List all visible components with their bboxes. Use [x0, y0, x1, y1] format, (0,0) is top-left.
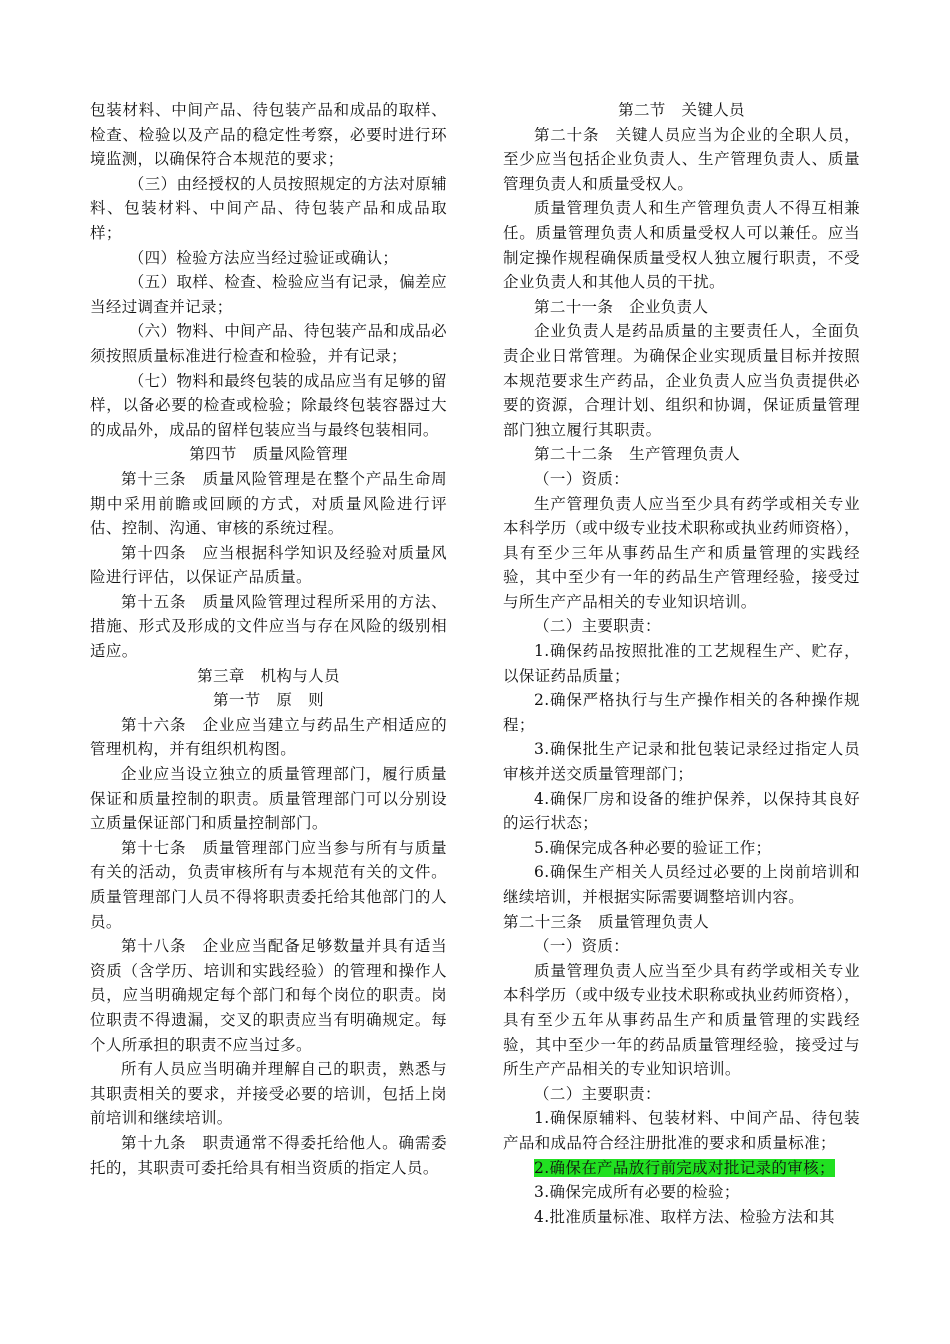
list-item: 1.确保药品按照批准的工艺规程生产、贮存，以保证药品质量；: [503, 642, 860, 685]
section-heading: 第一节 原 则: [213, 691, 324, 710]
list-item: 3.确保批生产记录和批包装记录经过指定人员审核并送交质量管理部门；: [503, 740, 860, 784]
paragraph: （三）由经授权的人员按照规定的方法对原辅料、包装材料、中间产品、待包装产品和成品取样；: [90, 174, 447, 242]
paragraph: 企业负责人是药品质量的主要责任人，全面负责企业日常管理。为确保企业实现质量目标并按照本规范要求生产药品，企业负责人应当负责提供必要的资源，合理计划、组织和协调，保证质量管理部门独立履行其职责。: [503, 322, 860, 439]
article-paragraph: 第二十条 关键人员应当为企业的全职人员，至少应当包括企业负责人、生产管理负责人、质量管理负责人和质量受权人。: [503, 125, 860, 193]
article-paragraph: 第十七条 质量管理部门应当参与所有与质量有关的活动，负责审核所有与本规范有关的文件。质量管理部门人员不得将职责委托给其他部门的人员。: [90, 838, 447, 931]
article-paragraph: 第十三条 质量风险管理是在整个产品生命周期中采用前瞻或回顾的方式，对质量风险进行评估、控制、沟通、审核的系统过程。: [90, 469, 447, 538]
subheading: （一）资质：: [534, 469, 630, 488]
list-item: 5.确保完成各种必要的验证工作；: [534, 838, 772, 857]
highlight-mark: 2.确保在产品放行前完成对批记录的审核；: [534, 1158, 835, 1177]
subheading: （一）资质：: [534, 937, 630, 956]
article-heading: 第二十三条 质量管理负责人: [503, 912, 710, 931]
article-paragraph: 第十八条 企业应当配备足够数量并具有适当资质（含学历、培训和实践经验）的管理和操作人员，应当明确规定每个部门和每个岗位的职责。岗位职责不得遗漏，交叉的职责应当有明确规定。每个人所承担的职责不应当过多。: [90, 937, 447, 1054]
section-heading: 第二节 关键人员: [618, 101, 745, 119]
paragraph: （五）取样、检查、检验应当有记录，偏差应当经过调查并记录；: [90, 273, 447, 316]
paragraph: 包装材料、中间产品、待包装产品和成品的取样、检查、检验以及产品的稳定性考察，必要时进行环境监测，以确保符合本规范的要求；: [90, 101, 447, 169]
subheading: （二）主要职责：: [534, 617, 661, 636]
paragraph: 生产管理负责人应当至少具有药学或相关专业本科学历（或中级专业技术职称或执业药师资格），具有至少三年从事药品生产和质量管理的实践经验，其中至少有一年的药品生产管理经验，接受过与所生产产品相关的专业知识培训。: [503, 494, 860, 611]
article-heading: 第二十二条 生产管理负责人: [534, 445, 741, 464]
list-item: 2.确保严格执行与生产操作相关的各种操作规程；: [503, 691, 860, 734]
paragraph: 所有人员应当明确并理解自己的职责，熟悉与其职责相关的要求，并接受必要的培训，包括上岗前培训和继续培训。: [90, 1060, 447, 1128]
section-heading: 第四节 质量风险管理: [189, 445, 348, 464]
list-item: 1.确保原辅料、包装材料、中间产品、待包装产品和成品符合经注册批准的要求和质量标准；: [503, 1109, 860, 1152]
article-heading: 第二十一条 企业负责人: [534, 297, 709, 316]
subheading: （二）主要职责：: [534, 1084, 661, 1103]
list-item: 4.批准质量标准、取样方法、检验方法和其: [534, 1207, 835, 1226]
paragraph: 质量管理负责人应当至少具有药学或相关专业本科学历（或中级专业技术职称或执业药师资格），具有至少五年从事药品生产和质量管理的实践经验，其中至少一年的药品质量管理经验，接受过与所生产产品相关的专业知识培训。: [503, 961, 860, 1079]
left-column: [90, 98, 447, 1180]
list-item: 4.确保厂房和设备的维护保养，以保持其良好的运行状态；: [503, 789, 860, 833]
paragraph: 质量管理负责人和生产管理负责人不得互相兼任。质量管理负责人和质量受权人可以兼任。应当制定操作规程确保质量受权人独立履行职责，不受企业负责人和其他人员的干扰。: [503, 199, 860, 292]
article-paragraph: 第十六条 企业应当建立与药品生产相适应的管理机构，并有组织机构图。: [90, 715, 447, 759]
highlighted-list-item: [503, 1156, 860, 1181]
right-column: [503, 98, 860, 1229]
article-paragraph: 第十九条 职责通常不得委托给他人。确需委托的，其职责可委托给具有相当资质的指定人员。: [90, 1133, 447, 1177]
list-item: 6.确保生产相关人员经过必要的上岗前培训和继续培训，并根据实际需要调整培训内容。: [503, 863, 860, 906]
paragraph: （七）物料和最终包装的成品应当有足够的留样，以备必要的检查或检验；除最终包装容器过大的成品外，成品的留样包装应当与最终包装相同。: [90, 371, 447, 439]
chapter-heading: 第三章 机构与人员: [197, 666, 340, 685]
article-paragraph: 第十四条 应当根据科学知识及经验对质量风险进行评估，以保证产品质量。: [90, 543, 447, 587]
paragraph: （四）检验方法应当经过验证或确认；: [128, 248, 399, 267]
article-paragraph: 第十五条 质量风险管理过程所采用的方法、措施、形式及形成的文件应当与存在风险的级别相适应。: [90, 592, 447, 661]
list-item: 3.确保完成所有必要的检验；: [534, 1183, 740, 1202]
paragraph: 企业应当设立独立的质量管理部门，履行质量保证和质量控制的职责。质量管理部门可以分别设立质量保证部门和质量控制部门。: [90, 765, 447, 833]
paragraph: （六）物料、中间产品、待包装产品和成品必须按照质量标准进行检查和检验，并有记录；: [90, 322, 447, 365]
